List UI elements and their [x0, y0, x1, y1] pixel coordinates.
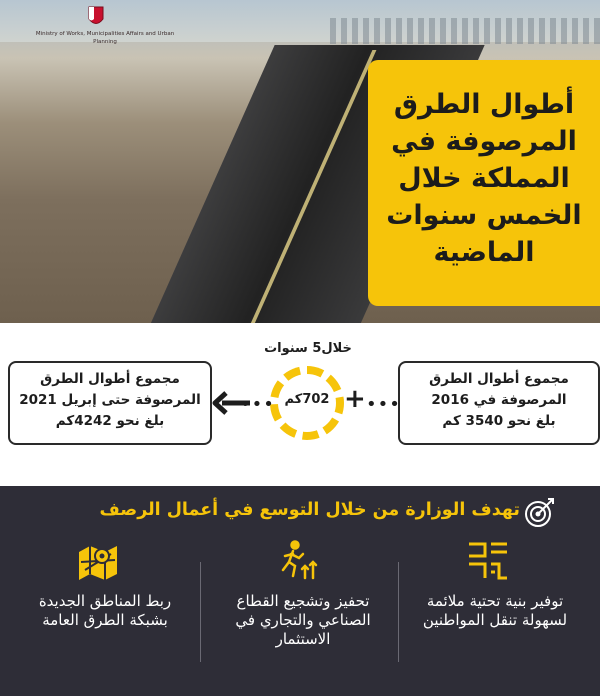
stat-line: مجموع أطوال الطرق: [40, 371, 180, 387]
title-line: الماضية: [433, 237, 535, 268]
added-length-value: 702كم: [284, 392, 330, 407]
divider: [398, 562, 399, 662]
arrow-left-icon: [212, 390, 252, 416]
goal-text: [405, 592, 585, 630]
goal-line: الصناعي والتجاري في: [235, 611, 371, 629]
goal-line: الاستثمار: [275, 630, 331, 648]
map-location-icon: [75, 540, 121, 582]
page-title: [378, 86, 590, 271]
plus-sign: +: [344, 384, 366, 414]
goal-text: [213, 592, 393, 649]
road-network-icon: [465, 540, 511, 582]
stat-line: بلغ نحو 3540 كم: [442, 413, 556, 429]
goal-line: ربط المناطق الجديدة: [38, 592, 172, 610]
ministry-logo: [30, 6, 175, 62]
stat-line: مجموع أطوال الطرق: [429, 371, 569, 387]
goals-title: تهدف الوزارة من خلال التوسع في أعمال الرصف: [99, 500, 520, 520]
divider: [200, 562, 201, 662]
goal-line: بشبكة الطرق العامة: [42, 611, 168, 629]
city-skyline: [330, 18, 600, 44]
title-line: أطوال الطرق: [393, 89, 575, 120]
bahrain-emblem-icon: [88, 6, 104, 28]
ministry-name: Ministry of Works, Municipalities Affairs and Urban Planning: [35, 31, 175, 45]
title-line: المرصوفة في: [391, 126, 577, 157]
stat-line: المرصوفة في 2016: [431, 392, 567, 408]
goal-line: تحفيز وتشجيع القطاع: [236, 592, 370, 610]
goal-item: [405, 540, 585, 690]
stat-line: بلغ نحو 4242كم: [55, 413, 165, 429]
title-line: المملكة خلال: [398, 163, 570, 194]
title-line: الخمس سنوات: [386, 200, 582, 231]
dots-connector: •••: [240, 394, 275, 415]
goal-line: لسهولة تنقل المواطنين: [422, 611, 568, 629]
stat-card-2021: [8, 361, 212, 445]
running-person-icon: [273, 540, 319, 582]
goal-line: توفير بنية تحتية ملائمة: [426, 592, 564, 610]
goal-text: [15, 592, 195, 630]
stat-line: المرصوفة حتى إبريل 2021: [19, 392, 201, 408]
goal-item: [213, 540, 393, 690]
target-icon: [524, 496, 556, 528]
stat-card-2016: [398, 361, 600, 445]
goal-item: [15, 540, 195, 690]
period-label: خلال5 سنوات: [264, 341, 352, 356]
dots-connector: •••: [366, 394, 401, 415]
